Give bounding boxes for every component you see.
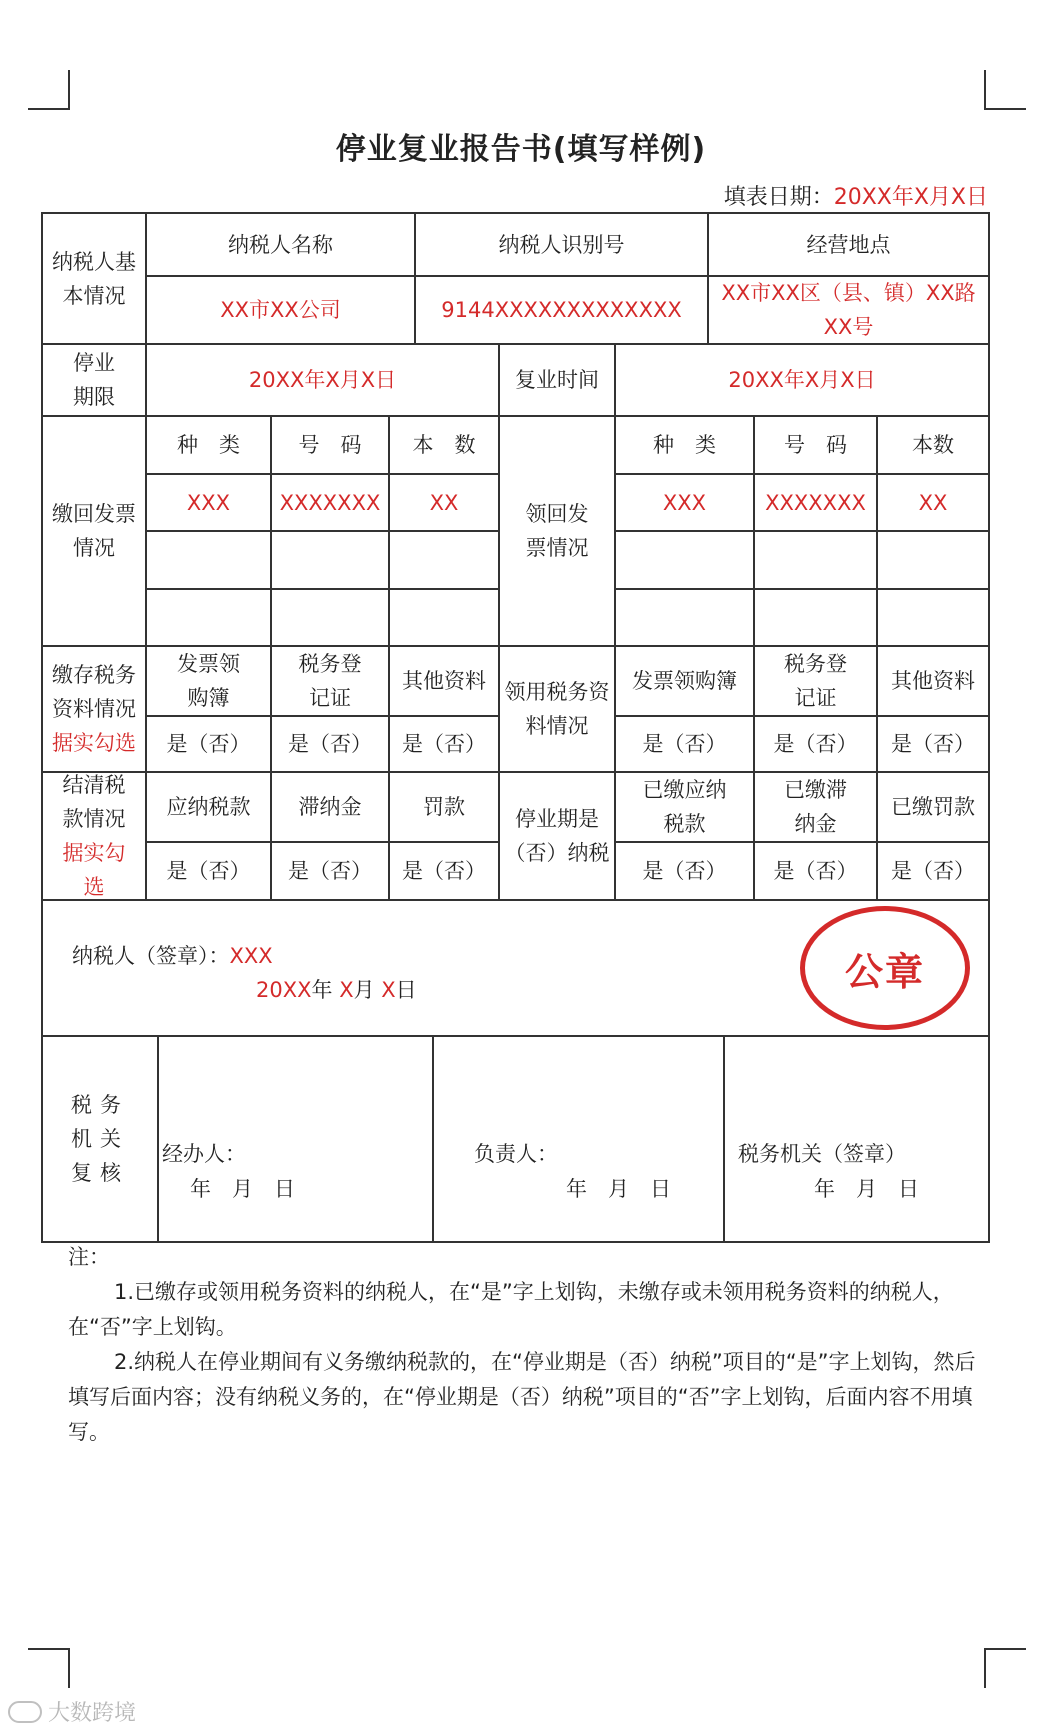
invoice-blank-cell bbox=[753, 588, 878, 647]
invoice-blank-cell bbox=[270, 588, 390, 647]
settlement-header-paid-late-fee: 已缴滞纳金 bbox=[753, 771, 878, 843]
signature-label: 纳税人（签章）： bbox=[72, 944, 230, 968]
watermark-logo-icon bbox=[8, 1701, 42, 1723]
choice-yes-no[interactable]: 是（否） bbox=[614, 715, 755, 773]
invoice-right-value-count: XX bbox=[876, 473, 990, 532]
review-authority-label: 税务机关（签章） bbox=[738, 1142, 906, 1166]
truth-note: 据实勾选 bbox=[52, 731, 136, 755]
settlement-header-penalty: 罚款 bbox=[388, 771, 500, 843]
materials-deposit-label: 缴存税务资料情况 据实勾选 bbox=[41, 645, 147, 773]
notes-head: 注： bbox=[68, 1245, 110, 1269]
signature-date: 20XX年 X月 X日 bbox=[256, 978, 417, 1002]
invoice-left-value-count: XX bbox=[388, 473, 500, 532]
signature-line bbox=[72, 940, 273, 970]
materials-left-header-invoice-book: 发票领购簿 bbox=[145, 645, 272, 717]
materials-use-label: 领用税务资料情况 bbox=[498, 645, 616, 773]
review-responsible-label: 负责人： bbox=[474, 1142, 558, 1166]
invoice-left-header-number: 号 码 bbox=[270, 415, 390, 475]
review-handler-date: 年 月 日 bbox=[190, 1177, 295, 1201]
settlement-period-tax-label: 停业期是（否）纳税 bbox=[498, 771, 616, 901]
value-taxpayer-name: XX市XX公司 bbox=[145, 275, 416, 345]
invoice-blank-cell bbox=[876, 530, 990, 590]
fill-date bbox=[724, 180, 988, 211]
watermark-text: 大数跨境 bbox=[48, 1701, 137, 1726]
invoice-left-value-type: XXX bbox=[145, 473, 272, 532]
materials-left-header-registration: 税务登记证 bbox=[270, 645, 390, 717]
choice-yes-no[interactable]: 是（否） bbox=[388, 841, 500, 901]
period-start: 20XX年X月X日 bbox=[145, 343, 500, 417]
page-title: 停业复业报告书(填写样例) bbox=[335, 132, 707, 167]
invoice-blank-cell bbox=[145, 530, 272, 590]
review-authority-date: 年 月 日 bbox=[814, 1177, 919, 1201]
basic-info-label: 纳税人基本情况 bbox=[41, 212, 147, 345]
signature-name: XXX bbox=[229, 944, 273, 968]
invoice-right-value-type: XXX bbox=[614, 473, 755, 532]
choice-yes-no[interactable]: 是（否） bbox=[614, 841, 755, 901]
header-business-address: 经营地点 bbox=[707, 212, 990, 277]
settlement-header-late-fee: 滞纳金 bbox=[270, 771, 390, 843]
note-item-2: 2.纳税人在停业期间有义务缴纳税款的，在“停业期是（否）纳税”项目的“是”字上划钩，然后填写后面内容；没有纳税义务的，在“停业期是（否）纳税”项目的“否”字上划钩，后面内容不用填写。 bbox=[68, 1350, 976, 1444]
materials-right-header-invoice-book: 发票领购簿 bbox=[614, 645, 755, 717]
choice-yes-no[interactable]: 是（否） bbox=[145, 715, 272, 773]
crop-mark-bottom-left bbox=[28, 1648, 70, 1688]
invoice-blank-cell bbox=[388, 588, 500, 647]
invoice-blank-cell bbox=[388, 530, 500, 590]
materials-right-header-registration: 税务登记证 bbox=[753, 645, 878, 717]
crop-mark-bottom-right bbox=[984, 1648, 1026, 1688]
choice-yes-no[interactable]: 是（否） bbox=[753, 715, 878, 773]
invoice-right-header-number: 号 码 bbox=[753, 415, 878, 475]
settlement-label: 结清税款情况 据实勾选 bbox=[41, 771, 147, 901]
invoice-left-header-count: 本 数 bbox=[388, 415, 500, 475]
choice-yes-no[interactable]: 是（否） bbox=[388, 715, 500, 773]
watermark bbox=[8, 1696, 136, 1727]
invoice-right-value-number: XXXXXXX bbox=[753, 473, 878, 532]
value-business-address: XX市XX区（县、镇）XX路XX号 bbox=[707, 275, 990, 345]
header-taxpayer-name: 纳税人名称 bbox=[145, 212, 416, 277]
fill-date-label: 填表日期： bbox=[723, 185, 834, 210]
choice-yes-no[interactable]: 是（否） bbox=[270, 841, 390, 901]
choice-yes-no[interactable]: 是（否） bbox=[270, 715, 390, 773]
invoice-right-header-type: 种 类 bbox=[614, 415, 755, 475]
invoice-blank-cell bbox=[876, 588, 990, 647]
invoice-blank-cell bbox=[270, 530, 390, 590]
header-taxpayer-id: 纳税人识别号 bbox=[414, 212, 709, 277]
invoice-right-header-count: 本数 bbox=[876, 415, 990, 475]
resume-time-label: 复业时间 bbox=[498, 343, 616, 417]
truth-note: 据实勾选 bbox=[62, 841, 126, 899]
choice-yes-no[interactable]: 是（否） bbox=[145, 841, 272, 901]
settlement-header-tax-due: 应纳税款 bbox=[145, 771, 272, 843]
invoice-blank-cell bbox=[145, 588, 272, 647]
crop-mark-top-right bbox=[984, 70, 1026, 110]
invoice-return-label: 缴回发票情况 bbox=[41, 415, 147, 647]
notes bbox=[68, 1240, 988, 1450]
review-label: 税务机关复核 bbox=[41, 1035, 159, 1243]
invoice-left-header-type: 种 类 bbox=[145, 415, 272, 475]
invoice-receive-label: 领回发票情况 bbox=[498, 415, 616, 647]
resume-time-value: 20XX年X月X日 bbox=[614, 343, 990, 417]
settlement-header-paid-tax: 已缴应纳税款 bbox=[614, 771, 755, 843]
choice-yes-no[interactable]: 是（否） bbox=[753, 841, 878, 901]
invoice-blank-cell bbox=[614, 530, 755, 590]
fill-date-value: 20XX年X月X日 bbox=[833, 185, 988, 210]
review-responsible-date: 年 月 日 bbox=[566, 1177, 671, 1201]
invoice-left-value-number: XXXXXXX bbox=[270, 473, 390, 532]
note-item-1: 1.已缴存或领用税务资料的纳税人，在“是”字上划钩，未缴存或未领用税务资料的纳税人，在“否”字上划钩。 bbox=[68, 1280, 954, 1339]
official-seal: 公章 bbox=[800, 906, 970, 1030]
materials-right-header-other: 其他资料 bbox=[876, 645, 990, 717]
choice-yes-no[interactable]: 是（否） bbox=[876, 715, 990, 773]
invoice-blank-cell bbox=[614, 588, 755, 647]
settlement-header-paid-penalty: 已缴罚款 bbox=[876, 771, 990, 843]
crop-mark-top-left bbox=[28, 70, 70, 110]
value-taxpayer-id: 9144XXXXXXXXXXXXX bbox=[414, 275, 709, 345]
invoice-blank-cell bbox=[753, 530, 878, 590]
period-label: 停业期限 bbox=[41, 343, 147, 417]
choice-yes-no[interactable]: 是（否） bbox=[876, 841, 990, 901]
review-handler-label: 经办人： bbox=[162, 1142, 246, 1166]
materials-left-header-other: 其他资料 bbox=[388, 645, 500, 717]
